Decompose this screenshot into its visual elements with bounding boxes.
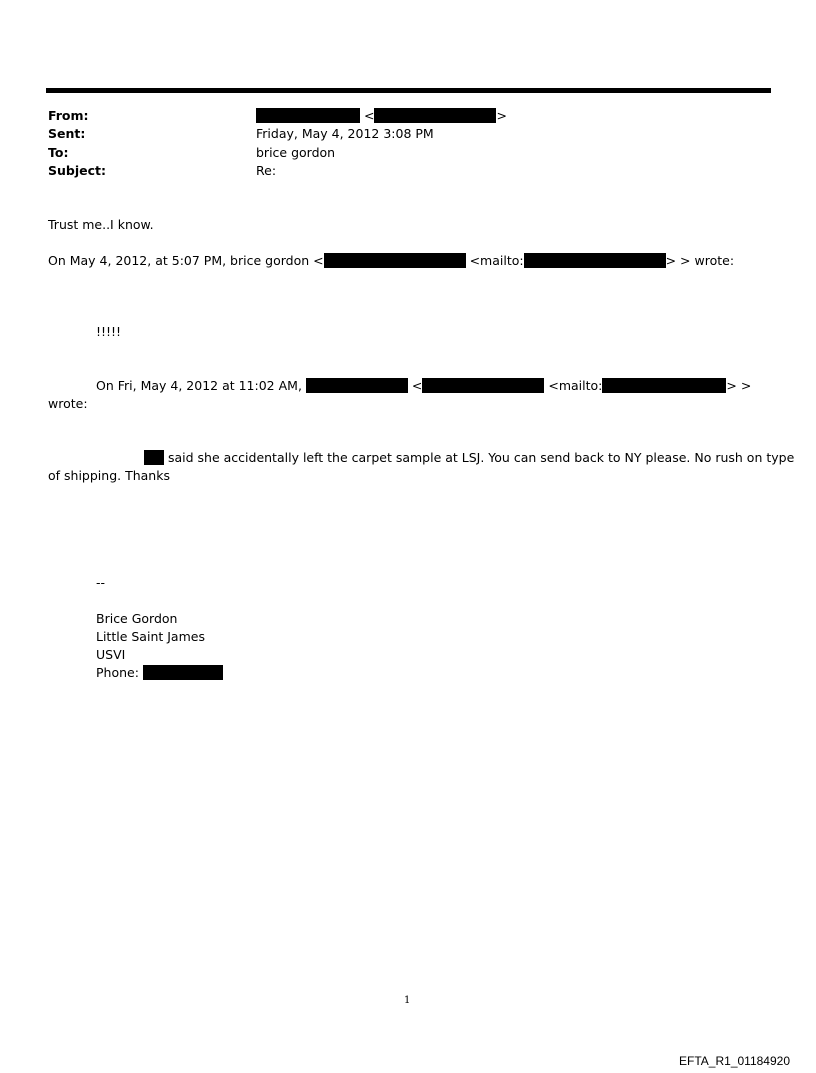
quote1-suffix: > > wrote:	[665, 253, 735, 268]
sent-label: Sent:	[48, 126, 86, 141]
quote1-header	[48, 252, 734, 270]
signature-name: Brice Gordon	[96, 611, 178, 626]
signature-place: Little Saint James	[96, 629, 205, 644]
header-rule	[46, 88, 771, 93]
exclaim-text: !!!!!	[96, 324, 122, 339]
sent-value: Friday, May 4, 2012 3:08 PM	[256, 126, 434, 141]
quote2-wrote: wrote:	[48, 396, 88, 411]
page-number: 1	[404, 995, 411, 1006]
reply-text: Trust me..I know.	[48, 217, 154, 232]
quote2-prefix: On Fri, May 4, 2012 at 11:02 AM,	[96, 378, 302, 393]
signature-dashes: --	[96, 575, 106, 590]
redacted-sender-name	[256, 108, 360, 123]
to-value: brice gordon	[256, 145, 336, 160]
phone-label: Phone:	[96, 665, 139, 680]
quote2-header	[96, 377, 751, 395]
from-value	[256, 107, 507, 125]
redacted-email	[602, 378, 726, 393]
redacted-email	[524, 253, 666, 268]
quote2-lt: <	[411, 378, 423, 393]
redacted-name	[144, 450, 164, 465]
from-label: From:	[48, 108, 89, 123]
quote1-prefix: On May 4, 2012, at 5:07 PM, brice gordon <	[48, 253, 324, 268]
from-lt: <	[363, 108, 375, 123]
quote1-mailto: <mailto:	[469, 253, 524, 268]
redacted-phone	[143, 665, 223, 680]
subject-value: Re:	[256, 163, 277, 178]
document-id: EFTA_R1_01184920	[679, 1054, 790, 1068]
redacted-email	[324, 253, 466, 268]
message-line-1-text: said she accidentally left the carpet sample at LSJ. You can send back to NY please. No rush on type	[167, 450, 795, 465]
quote2-mailto: <mailto:	[548, 378, 603, 393]
subject-label: Subject:	[48, 163, 106, 178]
to-label: To:	[48, 145, 69, 160]
quote2-suffix: > >	[726, 378, 752, 393]
message-line-1	[144, 449, 794, 467]
signature-region: USVI	[96, 647, 126, 662]
redacted-name	[306, 378, 408, 393]
message-line-2: of shipping. Thanks	[48, 468, 170, 483]
redacted-email	[422, 378, 544, 393]
redacted-sender-email	[374, 108, 496, 123]
from-gt: >	[496, 108, 507, 123]
signature-phone	[96, 664, 223, 682]
